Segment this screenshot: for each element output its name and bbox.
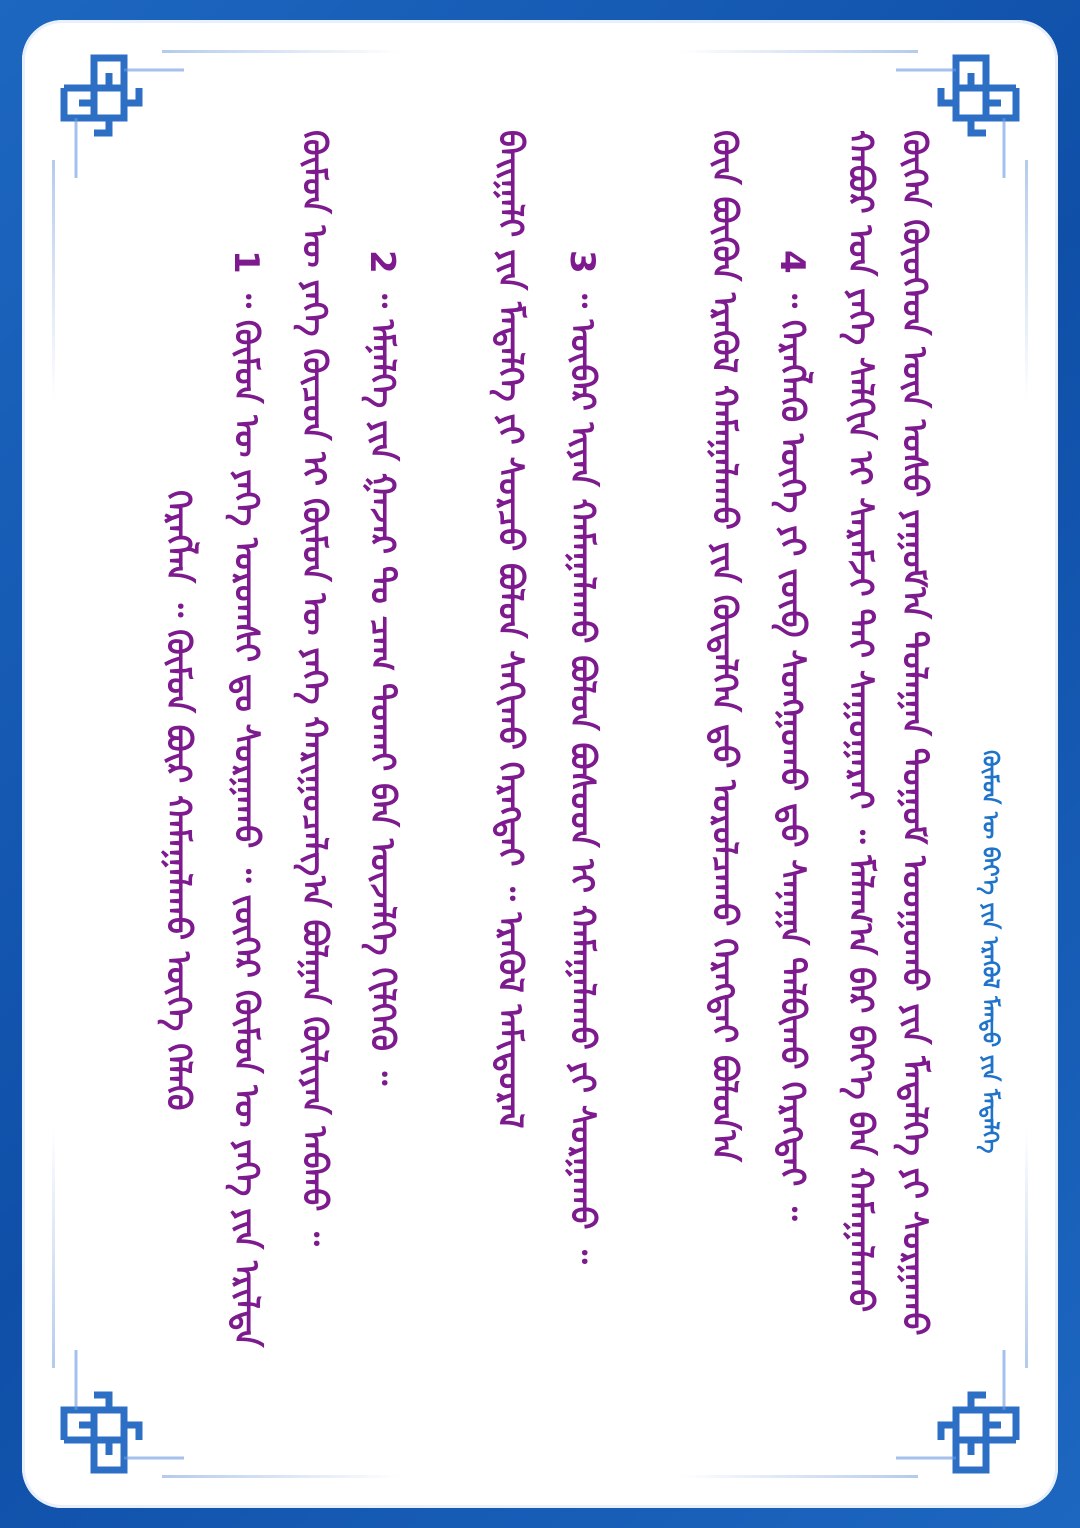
body-line: ᠬᠦᠮᠦᠨ ᠦ ᠶᠡᠬᠡ ᠬᠦᠴᠦᠨ ᠢ ᠬᠦᠮᠦᠨ ᠦ ᠶᠡᠬᠡ ᠬᠠᠷᠢᠭᠤᠴᠠᠯᠭ᠎ᠠ ᠪᠣᠯᠭᠠᠨ ᠬᠦᠯᠢᠶᠡᠨ ᠠᠪᠬᠤ ᠃ — [294, 130, 334, 1246]
bottom-edge-stroke — [162, 1475, 402, 1478]
body-line: 3 ᠃ ᠥᠪᠡᠷ ᠢᠶᠠᠨ ᠬᠠᠮᠠᠭᠠᠯᠠᠬᠤ ᠪᠣᠯᠤᠨ ᠪᠤᠰᠤᠳ ᠢ ᠬᠠᠮᠠᠭᠠᠯᠠᠬᠤ ᠶᠢ ᠰᠤᠷᠭᠠᠬᠤ ᠃ — [562, 250, 602, 1264]
right-edge-stroke-bottom — [1025, 1128, 1028, 1368]
top-edge-stroke — [162, 50, 402, 53]
left-edge-stroke-bottom — [52, 1128, 55, 1368]
content-card — [22, 20, 1058, 1508]
body-line: ᠪᠠᠢᠭᠠᠯᠢ ᠶᠢᠨ ᠮᠡᠳᠡᠯᠭᠡ ᠶᠢ ᠰᠤᠷᠴᠤ ᠪᠣᠯᠤᠨ ᠰᠠᠬᠢᠬᠤ ᠬᠡᠷᠡᠭᠲᠡᠢ ᠃ ᠡᠷᠡᠭᠦᠯ ᠠᠮᠢᠳᠤᠷᠠᠯ — [490, 130, 530, 1129]
body-line: 4 ᠃ ᠬᠡᠷᠡᠭᠯᠡᠬᠦ ᠦᠭᠡ ᠶᠢ ᠵᠥᠪ ᠰᠣᠩᠭᠤᠬᠤ ᠳ᠋ᠤ ᠰᠠᠨᠠᠭᠠ ᠲᠠᠯᠪᠢᠬᠤ ᠬᠡᠷᠡᠭᠲᠡᠢ ᠃ — [772, 250, 812, 1221]
corner-knot-icon — [54, 1350, 184, 1480]
body-line: ᠬᠥᠭᠡᠨ ᠬᠦᠦᠬᠡᠳ ᠦᠨ ᠤᠰᠤ ᠶᠠᠭᠤᠮ᠎ᠠ ᠳᠤᠯᠠᠭᠠᠨ ᠳᠤᠭᠤᠮ ᠤᠤᠭᠤᠬᠤ ᠶᠢᠨ ᠮᠡᠳᠡᠯᠭᠡ ᠶᠢ ᠰᠤᠷᠭᠠᠬᠤ — [894, 130, 934, 1336]
corner-knot-icon — [54, 48, 184, 178]
left-edge-stroke — [52, 160, 55, 400]
body-line: 2 ᠃ ᠡᠮᠨᠡᠯᠭᠡ ᠶᠢᠨ ᠭᠠᠵᠠᠷ ᠲᠤ ᠴᠠᠭ ᠲᠤᠬᠠᠢ ᠪᠠᠨ ᠦᠵᠡᠯᠭᠡ ᠬᠢᠯᠭᠡᠬᠦ ᠃ — [362, 250, 402, 1086]
body-line: ᠬᠦᠨ ᠪᠦᠬᠦᠨ ᠡᠷᠡᠭᠦᠯ ᠬᠠᠮᠠᠭᠠᠯᠠᠬᠤ ᠶᠢᠨ ᠬᠥᠳᠡᠯᠭᠡᠨ ᠳ᠋ᠤ ᠣᠷᠣᠯᠴᠠᠬᠤ ᠬᠡᠷᠡᠭᠲᠡᠢ ᠪᠣᠯᠤᠨ᠎ᠠ — [704, 130, 744, 1162]
top-edge-stroke-right — [678, 50, 918, 53]
body-line: 1 ᠃ ᠬᠦᠮᠦᠨ ᠦ ᠶᠡᠬᠡ ᠤᠷᠤᠭᠰᠢ ᠳᠤ ᠰᠤᠷᠭᠠᠬᠤ ᠃ ᠵᠦᠭᠡᠷ ᠬᠦᠮᠦᠨ ᠦ ᠶᠡᠬᠡ ᠶᠢᠨ ᠡᠷᠢᠯᠲᠡ — [226, 250, 266, 1348]
corner-knot-icon — [896, 1350, 1026, 1480]
body-line: ᠬᠠᠪᠤᠷ ᠤᠨ ᠶᠡᠬᠡ ᠰᠠᠯᠬᠢᠨ ᠢ ᠰᠡᠷᠡᠮᠵᠢ ᠲᠠᠢ ᠰᠠᠭᠤᠭᠠᠷᠠᠢ ᠃ ᠮᠠᠯᠠᠭ᠎ᠠ ᠪᠠᠷ ᠪᠡᠶ᠎ᠡ ᠪᠡᠨ ᠬᠠᠮᠠᠭᠠᠯᠠᠬᠤ — [840, 130, 880, 1313]
right-edge-stroke — [1025, 160, 1028, 400]
document-heading: ᠬᠦᠮᠦᠨ ᠦ ᠪᠡᠶ᠎ᠡ ᠶᠢᠨ ᠡᠷᠡᠭᠦᠯ ᠮᠡᠨᠳᠦ ᠶᠢᠨ ᠮᠡᠳᠡᠯᠭᠡ — [977, 750, 1002, 1154]
body-line: ᠬᠡᠷᠡᠭᠯᠡᠨ ᠃ ᠬᠦᠮᠦᠨ ᠪᠦᠷ ᠬᠠᠮᠠᠭᠠᠯᠠᠬᠤ ᠦᠭᠡ ᠬᠡᠯᠡᠬᠦ — [158, 490, 198, 1111]
bottom-edge-stroke-right — [678, 1475, 918, 1478]
